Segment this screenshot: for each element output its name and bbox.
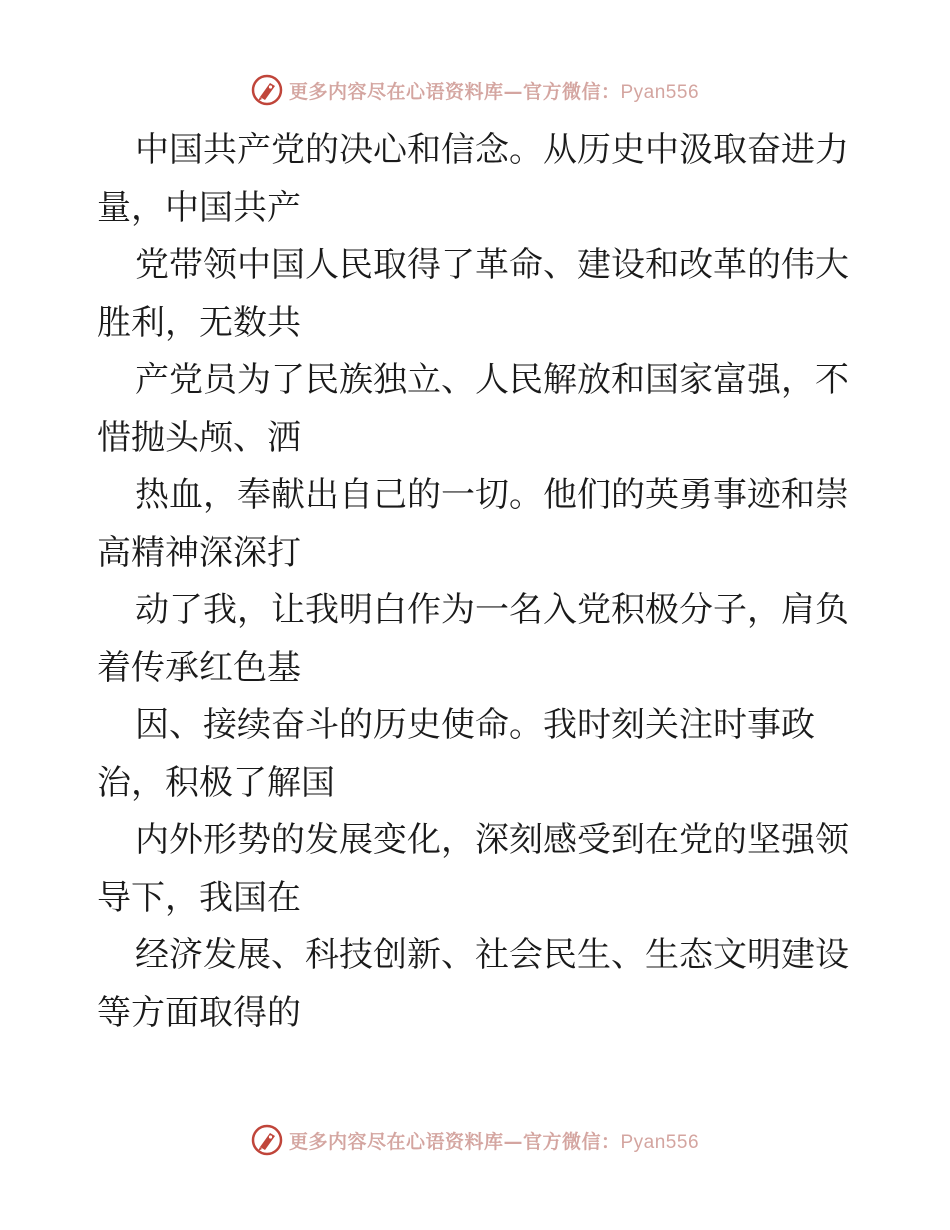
paragraph [97, 467, 857, 582]
paragraph-line: 动了我，让我明白作为一名入党积极分子，肩负 [135, 590, 849, 630]
paragraph-line: 胜利，无数共 [97, 302, 301, 343]
paragraph-line: 惜抛头颅、洒 [97, 417, 301, 458]
paragraph [97, 697, 857, 812]
paragraph-line: 产党员为了民族独立、人民解放和国家富强，不 [135, 360, 849, 400]
paragraph [97, 812, 857, 927]
paragraph-line: 治，积极了解国 [97, 762, 335, 803]
document-body [97, 122, 857, 1042]
paragraph-line: 经济发展、科技创新、社会民生、生态文明建设 [135, 935, 849, 975]
footer-watermark [0, 1120, 950, 1160]
paragraph [97, 352, 857, 467]
paragraph-line: 着传承红色基 [97, 647, 301, 688]
paragraph [97, 582, 857, 697]
paragraph-line: 导下，我国在 [97, 877, 301, 918]
paragraph [97, 122, 857, 237]
paragraph [97, 237, 857, 352]
paragraph-line: 热血，奉献出自己的一切。他们的英勇事迹和崇 [135, 475, 849, 515]
paragraph-line: 高精神深深打 [97, 532, 301, 573]
pen-nib-logo-icon [251, 1124, 283, 1156]
paragraph-line: 等方面取得的 [97, 992, 301, 1033]
watermark-text: 更多内容尽在心语资料库—官方微信：Pyan556 [288, 80, 700, 103]
paragraph-line: 因、接续奋斗的历史使命。我时刻关注时事政 [135, 705, 815, 745]
pen-nib-logo-icon [251, 74, 283, 106]
paragraph-line: 内外形势的发展变化，深刻感受到在党的坚强领 [135, 820, 849, 860]
watermark-text: 更多内容尽在心语资料库—官方微信：Pyan556 [288, 1130, 700, 1153]
paragraph-line: 中国共产党的决心和信念。从历史中汲取奋进力 [135, 130, 849, 170]
header-watermark [0, 70, 950, 110]
paragraph-line: 量，中国共产 [97, 187, 301, 228]
paragraph [97, 927, 857, 1042]
paragraph-line: 党带领中国人民取得了革命、建设和改革的伟大 [135, 245, 849, 285]
